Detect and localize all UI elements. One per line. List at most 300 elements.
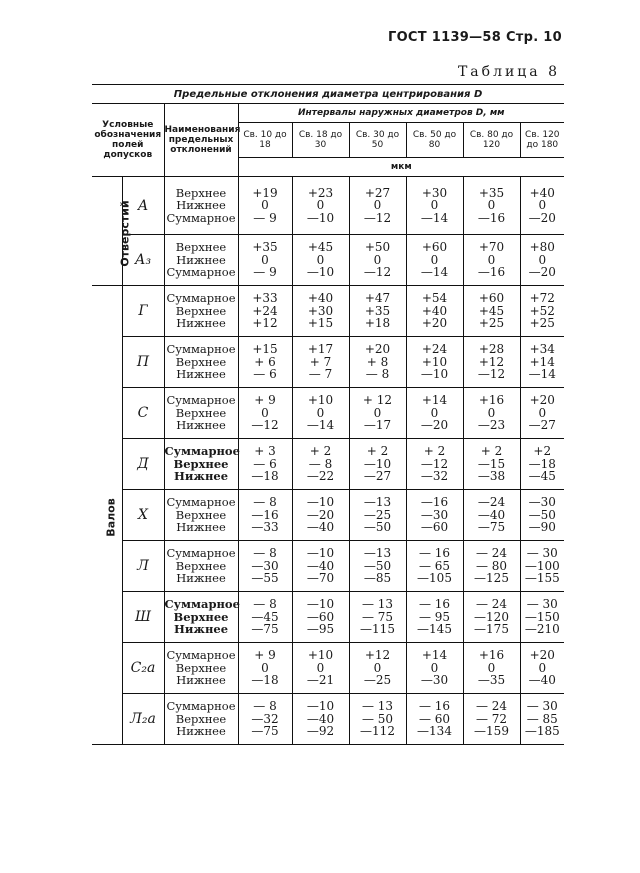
value-cell xyxy=(238,177,292,235)
deviation-value: —10 xyxy=(306,597,335,612)
deviation-value: —95 xyxy=(306,622,335,637)
value-cell xyxy=(292,439,349,490)
deviation-name: Верхнее xyxy=(173,456,229,471)
value-cell xyxy=(520,592,564,643)
deviation-names xyxy=(164,235,238,286)
deviation-value: —60 xyxy=(306,609,335,624)
value-cell xyxy=(406,541,463,592)
deviation-value: —50 xyxy=(363,520,392,535)
deviation-value: —13 xyxy=(363,546,392,561)
value-cell xyxy=(406,286,463,337)
deviation-value: —92 xyxy=(306,724,335,739)
deviation-value: —27 xyxy=(528,418,556,433)
deviation-value: —150 xyxy=(524,609,560,624)
value-cell xyxy=(520,388,564,439)
deviation-value: +45 xyxy=(307,240,334,255)
value-cell xyxy=(238,592,292,643)
deviation-value: 0 xyxy=(538,405,547,420)
deviation-names xyxy=(164,541,238,592)
deviation-names xyxy=(164,286,238,337)
deviation-value: + 9 xyxy=(254,648,276,663)
value-cell xyxy=(520,177,564,235)
deviation-value: + 2 xyxy=(423,444,446,459)
deviation-value: +17 xyxy=(307,342,334,357)
deviation-name: Суммарное xyxy=(166,699,236,714)
deviation-value: —32 xyxy=(420,469,449,484)
value-cell xyxy=(463,337,520,388)
value-cell xyxy=(463,541,520,592)
deviation-value: —55 xyxy=(251,571,279,586)
deviation-value: +10 xyxy=(307,648,334,663)
deviation-value: —18 xyxy=(251,673,279,688)
deviation-value: +16 xyxy=(478,393,505,408)
deviation-value: 0 xyxy=(430,198,439,213)
deviation-value: —14 xyxy=(528,367,556,382)
deviation-value: — 60 xyxy=(418,711,451,726)
deviation-value: —10 xyxy=(306,699,335,714)
deviation-value: —70 xyxy=(306,571,335,586)
deviation-name: Суммарное xyxy=(164,444,240,459)
deviation-name: Нижнее xyxy=(176,571,226,586)
deviation-name: Верхнее xyxy=(175,240,227,255)
deviation-value: +15 xyxy=(252,342,278,357)
deviation-value: — 50 xyxy=(361,711,394,726)
deviation-value: —16 xyxy=(477,265,506,280)
value-cell xyxy=(292,541,349,592)
value-cell xyxy=(406,388,463,439)
deviation-value: + 6 xyxy=(254,354,276,369)
deviation-value: +70 xyxy=(478,240,505,255)
deviation-value: +20 xyxy=(364,342,391,357)
deviation-value: —25 xyxy=(363,507,392,522)
tolerance-table xyxy=(92,84,564,745)
tolerance-symbol: Ш xyxy=(122,592,164,643)
deviation-value: —185 xyxy=(524,724,560,739)
header-range-2: Св. 30 до 50 xyxy=(349,123,406,158)
deviation-value: —40 xyxy=(306,711,335,726)
deviation-value: +33 xyxy=(252,291,278,306)
deviation-value: —30 xyxy=(420,673,449,688)
value-cell xyxy=(349,592,406,643)
deviation-value: +16 xyxy=(478,648,505,663)
deviation-value: — 16 xyxy=(418,699,451,714)
value-cell xyxy=(406,592,463,643)
deviation-name: Нижнее xyxy=(176,673,226,688)
deviation-value: —75 xyxy=(477,520,506,535)
header-range-5: Св. 120 до 180 xyxy=(525,130,560,150)
value-cell xyxy=(463,592,520,643)
value-cell xyxy=(520,439,564,490)
deviation-value: —13 xyxy=(363,495,392,510)
deviation-value: + 2 xyxy=(309,444,332,459)
deviation-value: 0 xyxy=(487,660,496,675)
deviation-value: —45 xyxy=(251,609,279,624)
deviation-value: — 9 xyxy=(253,265,277,280)
deviation-value: — 8 xyxy=(253,546,277,561)
deviation-value: +24 xyxy=(252,303,278,318)
tolerance-symbol: Л xyxy=(122,541,164,592)
deviation-value: —16 xyxy=(420,495,449,510)
value-cell xyxy=(292,286,349,337)
deviation-value: —10 xyxy=(420,367,449,382)
deviation-name: Суммарное xyxy=(166,546,236,561)
value-cell xyxy=(463,388,520,439)
deviation-value: +50 xyxy=(364,240,391,255)
value-cell xyxy=(238,388,292,439)
value-cell xyxy=(520,643,564,694)
deviation-value: —50 xyxy=(363,558,392,573)
deviation-value: — 30 xyxy=(526,699,558,714)
deviation-value: —10 xyxy=(306,495,335,510)
deviation-value: —18 xyxy=(528,456,556,471)
deviation-value: — 7 xyxy=(308,367,333,382)
deviation-names xyxy=(164,388,238,439)
value-cell xyxy=(463,439,520,490)
value-cell xyxy=(520,694,564,745)
deviation-value: + 12 xyxy=(362,393,393,408)
value-cell xyxy=(463,694,520,745)
deviation-value: 0 xyxy=(373,660,382,675)
deviation-value: —75 xyxy=(251,724,279,739)
deviation-value: —40 xyxy=(306,520,335,535)
deviation-value: +10 xyxy=(307,393,334,408)
deviation-value: 0 xyxy=(373,405,382,420)
deviation-name: Нижнее xyxy=(176,252,226,267)
deviation-value: — 8 xyxy=(308,456,333,471)
value-cell xyxy=(292,694,349,745)
deviation-value: +40 xyxy=(529,185,555,200)
deviation-value: + 2 xyxy=(366,444,389,459)
value-cell xyxy=(238,490,292,541)
table-row xyxy=(92,177,564,235)
value-cell xyxy=(292,177,349,235)
table-row xyxy=(92,592,564,643)
deviation-value: +40 xyxy=(421,303,448,318)
deviation-value: + 2 xyxy=(480,444,503,459)
value-cell xyxy=(349,177,406,235)
value-cell xyxy=(349,439,406,490)
tolerance-symbol: А₃ xyxy=(122,235,164,286)
deviation-value: +80 xyxy=(529,240,555,255)
tolerance-symbol: А xyxy=(122,177,164,235)
deviation-value: — 65 xyxy=(418,558,451,573)
deviation-value: —27 xyxy=(363,469,392,484)
deviation-value: — 8 xyxy=(253,597,277,612)
deviation-value: +60 xyxy=(478,291,505,306)
deviation-value: —15 xyxy=(477,456,506,471)
deviation-value: — 8 xyxy=(365,367,390,382)
tolerance-symbol: С₂а xyxy=(122,643,164,694)
deviation-value: +45 xyxy=(478,303,505,318)
deviation-value: + 3 xyxy=(254,444,276,459)
deviation-name: Суммарное xyxy=(166,342,236,357)
deviation-value: —45 xyxy=(528,469,556,484)
deviation-value: —35 xyxy=(477,673,506,688)
deviation-value: +14 xyxy=(421,648,448,663)
table-row xyxy=(92,439,564,490)
deviation-name: Суммарное xyxy=(164,597,240,612)
table-row xyxy=(92,235,564,286)
deviation-name: Нижнее xyxy=(173,469,229,484)
deviation-value: 0 xyxy=(316,252,325,267)
table-row xyxy=(92,337,564,388)
deviation-name: Нижнее xyxy=(176,316,226,331)
deviation-value: —12 xyxy=(420,456,449,471)
deviation-value: —20 xyxy=(306,507,335,522)
value-cell xyxy=(520,337,564,388)
value-cell xyxy=(349,490,406,541)
deviation-name: Нижнее xyxy=(176,418,226,433)
deviation-value: —40 xyxy=(306,558,335,573)
value-cell xyxy=(349,643,406,694)
tolerance-symbol: Х xyxy=(122,490,164,541)
deviation-value: —145 xyxy=(417,622,452,637)
value-cell xyxy=(292,490,349,541)
value-cell xyxy=(292,337,349,388)
deviation-name: Нижнее xyxy=(176,724,226,739)
deviation-value: —32 xyxy=(251,711,279,726)
deviation-value: +30 xyxy=(421,185,448,200)
deviation-value: —134 xyxy=(417,724,452,739)
deviation-value: +12 xyxy=(252,316,278,331)
header-unit: мкм xyxy=(238,158,564,177)
deviation-value: 0 xyxy=(430,660,439,675)
deviation-value: —30 xyxy=(420,507,449,522)
value-cell xyxy=(292,592,349,643)
value-cell xyxy=(406,643,463,694)
page-header: ГОСТ 1139—58 Стр. 10 xyxy=(387,30,562,45)
deviation-value: — 75 xyxy=(361,609,394,624)
deviation-value: +35 xyxy=(478,185,505,200)
deviation-value: +30 xyxy=(307,303,334,318)
deviation-value: — 16 xyxy=(418,597,451,612)
deviation-value: —115 xyxy=(360,622,395,637)
group-shafts xyxy=(92,286,122,745)
deviation-value: —85 xyxy=(363,571,392,586)
deviation-value: + 9 xyxy=(254,393,276,408)
deviation-name: Верхнее xyxy=(175,405,227,420)
deviation-value: — 6 xyxy=(253,367,277,382)
deviation-value: + 8 xyxy=(366,354,389,369)
table-row xyxy=(92,694,564,745)
value-cell xyxy=(349,541,406,592)
deviation-value: —17 xyxy=(363,418,392,433)
table-title: Предельные отклонения диаметра центрирования D xyxy=(92,85,564,104)
value-cell xyxy=(406,439,463,490)
deviation-value: +18 xyxy=(364,316,391,331)
deviation-value: +12 xyxy=(478,354,505,369)
deviation-value: —12 xyxy=(363,210,392,225)
deviation-value: +72 xyxy=(529,291,555,306)
value-cell xyxy=(292,235,349,286)
deviation-name: Нижнее xyxy=(176,198,226,213)
value-cell xyxy=(238,235,292,286)
value-cell xyxy=(463,286,520,337)
deviation-value: —10 xyxy=(306,210,335,225)
deviation-value: —14 xyxy=(420,210,449,225)
header-intervals: Интервалы наружных диаметров D, мм xyxy=(238,104,564,123)
value-cell xyxy=(406,177,463,235)
table-label: Таблица 8 xyxy=(457,64,560,80)
value-cell xyxy=(292,643,349,694)
value-cell xyxy=(406,235,463,286)
value-cell xyxy=(238,643,292,694)
deviation-value: 0 xyxy=(538,198,547,213)
deviation-value: — 6 xyxy=(253,456,277,471)
deviation-value: — 85 xyxy=(526,711,558,726)
value-cell xyxy=(463,490,520,541)
deviation-value: —38 xyxy=(477,469,506,484)
tolerance-symbol: П xyxy=(122,337,164,388)
tolerance-symbol: Г xyxy=(122,286,164,337)
deviation-value: —100 xyxy=(524,558,560,573)
header-range-0: Св. 10 до 18 xyxy=(238,123,292,158)
deviation-name: Суммарное xyxy=(166,648,236,663)
deviation-value: 0 xyxy=(487,252,496,267)
value-cell xyxy=(238,439,292,490)
deviation-value: +24 xyxy=(421,342,448,357)
deviation-value: +25 xyxy=(529,316,555,331)
deviation-value: +28 xyxy=(478,342,505,357)
deviation-value: —112 xyxy=(360,724,395,739)
deviation-value: — 72 xyxy=(475,711,508,726)
deviation-value: +35 xyxy=(252,240,278,255)
deviation-value: +40 xyxy=(307,291,334,306)
deviation-name: Верхнее xyxy=(175,507,227,522)
deviation-value: +54 xyxy=(421,291,448,306)
deviation-value: 0 xyxy=(430,252,439,267)
deviation-value: +14 xyxy=(529,354,555,369)
deviation-value: —125 xyxy=(474,571,509,586)
deviation-value: 0 xyxy=(316,405,325,420)
value-cell xyxy=(520,286,564,337)
value-cell xyxy=(349,388,406,439)
deviation-names xyxy=(164,337,238,388)
deviation-names xyxy=(164,643,238,694)
tolerance-symbol: Д xyxy=(122,439,164,490)
deviation-value: —21 xyxy=(306,673,335,688)
value-cell xyxy=(238,337,292,388)
value-cell xyxy=(520,490,564,541)
deviation-value: 0 xyxy=(373,252,382,267)
value-cell xyxy=(292,388,349,439)
value-cell xyxy=(406,490,463,541)
deviation-names xyxy=(164,490,238,541)
deviation-name: Суммарное xyxy=(166,265,236,280)
table-row xyxy=(92,490,564,541)
deviation-value: —120 xyxy=(474,609,509,624)
deviation-value: — 13 xyxy=(361,597,394,612)
deviation-value: — 9 xyxy=(253,210,277,225)
value-cell xyxy=(349,694,406,745)
value-cell xyxy=(520,541,564,592)
deviation-value: 0 xyxy=(373,198,382,213)
deviation-value: +60 xyxy=(421,240,448,255)
deviation-value: —60 xyxy=(420,520,449,535)
deviation-name: Суммарное xyxy=(166,210,236,225)
deviation-value: +10 xyxy=(421,354,448,369)
header-range-3: Св. 50 до 80 xyxy=(406,123,463,158)
deviation-value: — 80 xyxy=(475,558,508,573)
deviation-value: —14 xyxy=(420,265,449,280)
deviation-value: 0 xyxy=(316,660,325,675)
deviation-value: —10 xyxy=(306,265,335,280)
deviation-name: Нижнее xyxy=(173,622,229,637)
deviation-value: —20 xyxy=(528,210,556,225)
deviation-value: +14 xyxy=(421,393,448,408)
deviation-value: +20 xyxy=(421,316,448,331)
deviation-value: +25 xyxy=(478,316,505,331)
deviation-value: +20 xyxy=(529,393,555,408)
deviation-name: Суммарное xyxy=(166,393,236,408)
deviation-value: — 13 xyxy=(361,699,394,714)
group-holes xyxy=(92,177,132,286)
deviation-value: —12 xyxy=(477,367,506,382)
deviation-value: —20 xyxy=(420,418,449,433)
header-names: Наименования предельных отклонений xyxy=(164,104,238,177)
deviation-names xyxy=(164,439,238,490)
table-row xyxy=(92,286,564,337)
value-cell xyxy=(238,286,292,337)
deviation-value: —30 xyxy=(251,558,279,573)
deviation-value: 0 xyxy=(487,198,496,213)
value-cell xyxy=(349,235,406,286)
deviation-value: —159 xyxy=(474,724,509,739)
deviation-value: —24 xyxy=(477,495,506,510)
deviation-value: +52 xyxy=(529,303,555,318)
deviation-value: +12 xyxy=(364,648,391,663)
deviation-value: 0 xyxy=(430,405,439,420)
value-cell xyxy=(463,235,520,286)
deviation-name: Верхнее xyxy=(175,185,227,200)
deviation-value: —20 xyxy=(528,265,556,280)
value-cell xyxy=(238,541,292,592)
deviation-value: —30 xyxy=(528,495,556,510)
deviation-value: 0 xyxy=(538,252,547,267)
deviation-value: —10 xyxy=(363,456,392,471)
deviation-name: Суммарное xyxy=(166,495,236,510)
table-row xyxy=(92,541,564,592)
header-range-1: Св. 18 до 30 xyxy=(292,123,349,158)
deviation-value: — 24 xyxy=(475,699,508,714)
deviation-name: Верхнее xyxy=(175,660,227,675)
deviation-names xyxy=(164,694,238,745)
deviation-value: +15 xyxy=(307,316,334,331)
deviation-value: — 16 xyxy=(418,546,451,561)
deviation-value: 0 xyxy=(261,252,269,267)
deviation-names xyxy=(164,177,238,235)
deviation-value: —16 xyxy=(477,210,506,225)
deviation-value: —210 xyxy=(524,622,560,637)
deviation-value: —75 xyxy=(251,622,279,637)
deviation-value: 0 xyxy=(261,405,269,420)
deviation-value: —175 xyxy=(474,622,509,637)
deviation-name: Верхнее xyxy=(175,354,227,369)
deviation-value: —23 xyxy=(477,418,506,433)
deviation-value: — 30 xyxy=(526,597,558,612)
deviation-value: +34 xyxy=(529,342,555,357)
value-cell xyxy=(520,235,564,286)
deviation-value: —14 xyxy=(306,418,335,433)
deviation-name: Нижнее xyxy=(176,367,226,382)
deviation-value: —10 xyxy=(306,546,335,561)
deviation-value: —12 xyxy=(363,265,392,280)
table-row xyxy=(92,643,564,694)
deviation-value: +47 xyxy=(364,291,391,306)
value-cell xyxy=(349,286,406,337)
group-label: Валов xyxy=(104,497,118,537)
deviation-value: +20 xyxy=(529,648,555,663)
